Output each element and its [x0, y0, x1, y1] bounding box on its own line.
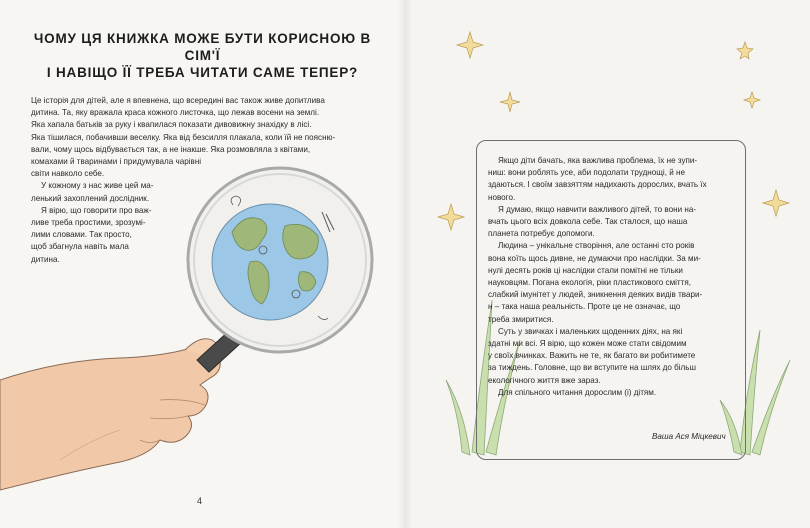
intro-line: вали, чому щось відбувається так, а не інакше. Яка розмовляла з квітами, — [31, 144, 311, 154]
letter-line: треба змиритися. — [488, 314, 554, 324]
intro-line: Я вірю, що говорити про важ- — [41, 205, 152, 215]
letter-line: вона коїть щось дивне, не думаючи про наслідки. За ми- — [488, 253, 701, 263]
intro-line: щоб збагнула навіть мала — [31, 242, 129, 252]
star-icon — [763, 190, 789, 216]
intro-line: Це історія для дітей, але я впевнена, що всередині вас також живе допитлива — [31, 96, 325, 105]
star-icon — [438, 204, 464, 230]
page-title — [30, 30, 375, 81]
intro-line: лими словами. Так просто, — [31, 230, 132, 240]
title-line-1: ЧОМУ ЦЯ КНИЖКА МОЖЕ БУТИ КОРИСНОЮ В СІМ'Ї — [33, 31, 372, 63]
signature: Ваша Ася Міцкевич — [652, 432, 726, 441]
letter-line: здатні ми всі. Я вірю, що кожен може стати свідомим — [488, 339, 687, 349]
letter-line: науковцям. Погана екологія, ріки пластикового сміття, — [488, 278, 691, 288]
star-icon — [457, 32, 483, 58]
letter-line: за тиждень. Головне, що ви вступите на шлях до більш — [488, 363, 696, 373]
letter-line: Я думаю, якщо навчити важливого дітей, то вони на- — [498, 204, 697, 214]
star-icon — [500, 92, 520, 112]
letter-line: н – така наша реальність. Проте це не означає, що — [488, 302, 681, 312]
intro-line: Яка тішилася, побачивши веселку. Яка від безсилля плакала, коли їй не поясню- — [31, 132, 336, 142]
letter-line: здаються. І своїм завзяттям надихають дорослих, вчать їх — [488, 180, 707, 190]
letter-line: Якщо діти бачать, яка важлива проблема, їх не зупи- — [498, 156, 698, 165]
letter-line: Суть у звичках і маленьких щоденних діях, на які — [498, 326, 683, 336]
letter-line: нулі десять років ці наслідки стали помітні не тільки — [488, 265, 683, 275]
page-number: 4 — [197, 496, 203, 506]
intro-line: У кожному з нас живе цей ма- — [41, 181, 154, 191]
letter-text — [488, 155, 738, 399]
letter-line: планета потребує допомоги. — [488, 229, 595, 239]
intro-line: світи навколо себе. — [31, 169, 105, 179]
intro-line: дитина. — [31, 254, 60, 264]
intro-line: ливе треба простими, зрозумі- — [31, 218, 146, 228]
letter-line: вчать цього всіх довкола себе. Так сталося, що наша — [488, 217, 688, 227]
intro-paragraph — [31, 95, 361, 266]
intro-line: дитина. Та, яку вражала краса кожного листочка, що лежав восени на землі. — [31, 108, 320, 118]
star-icon — [737, 42, 753, 59]
letter-line: Людина – унікальне створіння, але останні сто років — [498, 241, 695, 251]
letter-line: Для спільного читання дорослим (і) дітям. — [498, 387, 657, 397]
letter-line: ниш: вони роблять усе, аби подолати труднощі, й не — [488, 168, 685, 178]
intro-line: Яка хапала батьків за руку і квапилася показати дивовижну знахідку в лісі. — [31, 120, 312, 130]
intro-line: комахами й тваринами і придумувала чарівні — [31, 157, 202, 167]
star-icon — [744, 92, 760, 108]
letter-line: у своїх вчинках. Важить не те, як багато ви робитимете — [488, 351, 696, 361]
intro-line: ленький захоплений дослідник. — [31, 193, 150, 203]
letter-line: нового. — [488, 192, 516, 202]
letter-line: слабкий імунітет у людей, зникнення деяких видів твари- — [488, 290, 703, 300]
title-line-2: І НАВІЩО ЇЇ ТРЕБА ЧИТАТИ САМЕ ТЕПЕР? — [46, 65, 359, 80]
hand-illustration — [0, 339, 220, 490]
letter-line: екологічного життя вже зараз. — [488, 375, 601, 385]
